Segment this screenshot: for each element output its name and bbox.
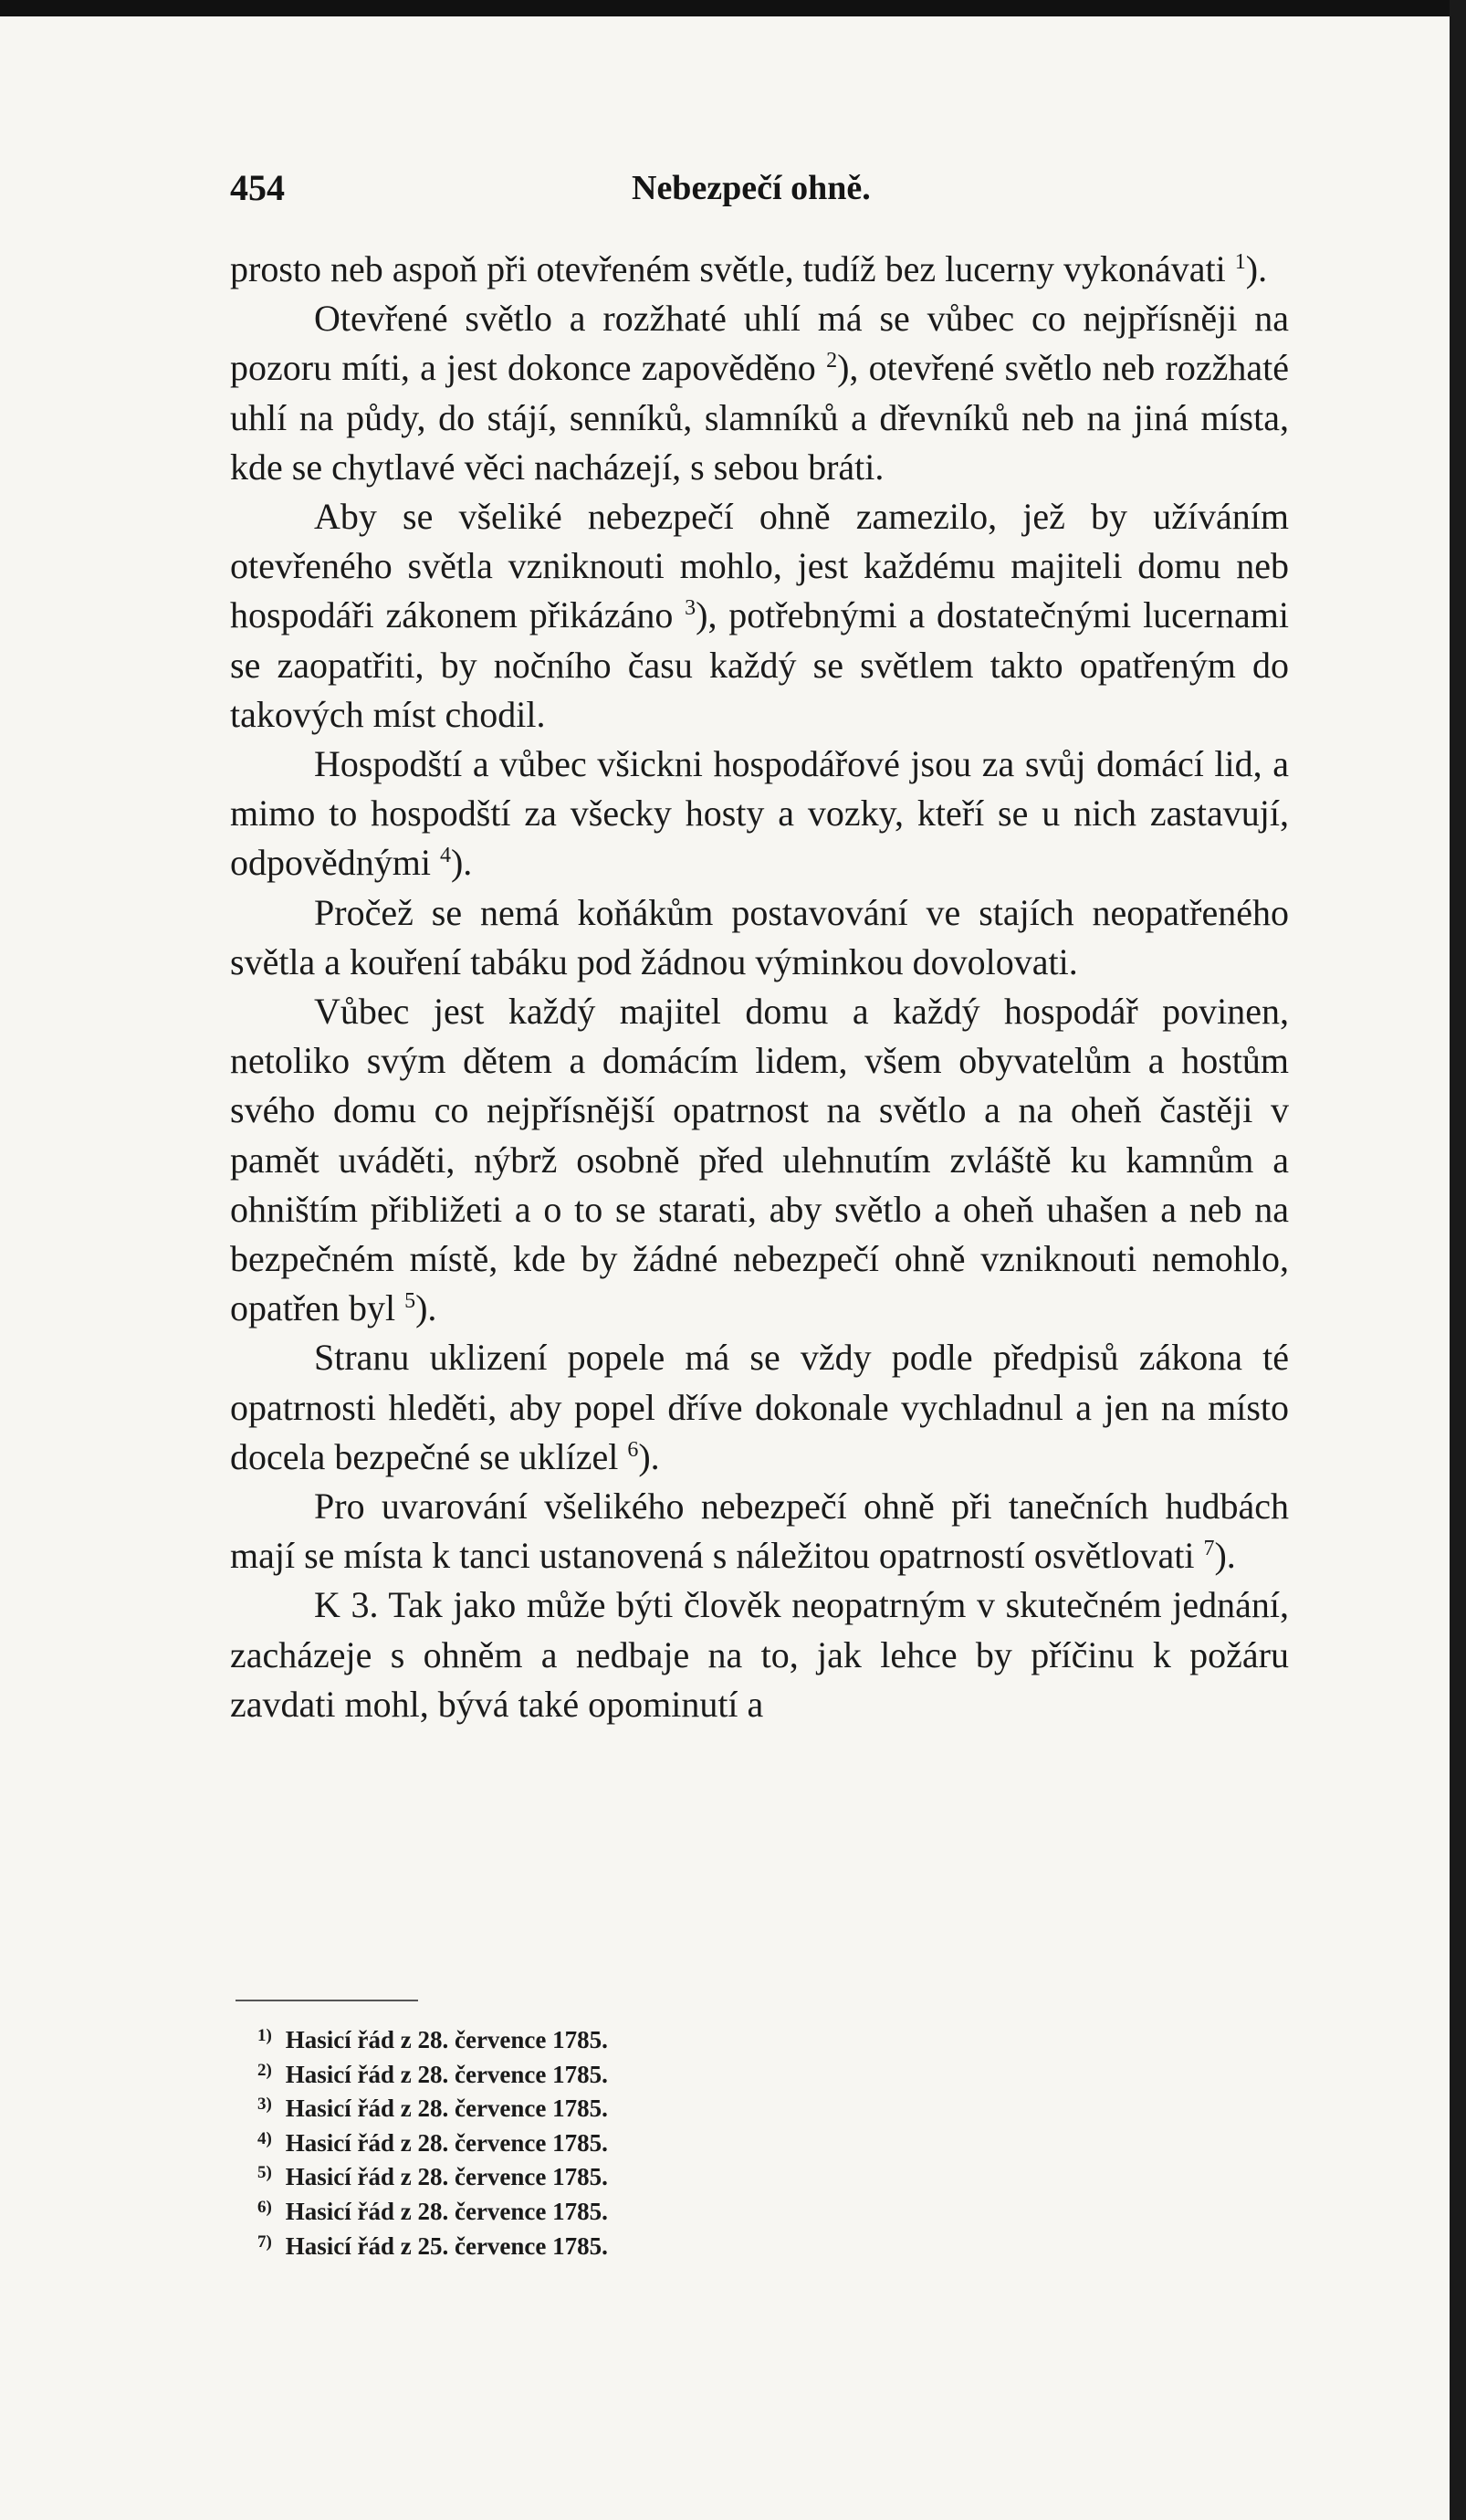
paragraph-8: Pro uvarování všelikého nebezpečí ohně při tanečních hudbách mají se místa k tanci ustanovená s náležitou opatrností osvětlovati $^7$). — [230, 1486, 1289, 1577]
footnote-ref: 2 — [826, 349, 838, 373]
footnote-ref: 3 — [685, 596, 696, 621]
paragraph-7: Stranu uklizení popele má se vždy podle předpisů zákona té opatrnosti hleděti, aby popel dříve dokonale vychladnul a jen na místo docela bezpečné se uklízel $^6$). — [230, 1337, 1289, 1477]
paragraph-2: Otevřené světlo a rozžhaté uhlí má se vůbec co nejpřísněji na pozoru míti, a jest dokonce zapověděno $^2$), otevřené světlo neb rozžhaté uhlí na půdy, do stájí, senníků, slamníků a dřevníků neb na jiná místa, kde se chytlavé věci nacházejí, s sebou bráti. — [230, 298, 1289, 488]
paragraph-9: K 3. Tak jako může býti člověk neopatrným v skutečném jednání, zacházeje s ohněm a nedbaje na to, jak lehce by příčinu k požáru zavdati mohl, bývá také opominutí a — [230, 1584, 1289, 1725]
footnote: 7) Hasicí řád z 25. července 1785. — [257, 2231, 608, 2260]
footnote-divider — [236, 2000, 418, 2001]
paragraph-4: Hospodští a vůbec všickni hospodářové jsou za svůj domácí lid, a mimo to hospodští za všecky hosty a vozky, kteří se u nich zastavují, odpovědnými $^4$). — [230, 743, 1289, 884]
footnote-ref: 6 — [627, 1437, 639, 1462]
page-number: 454 — [230, 167, 285, 208]
footnote: 4) Hasicí řád z 28. července 1785. — [257, 2128, 608, 2157]
footnote: 2) Hasicí řád z 28. července 1785. — [257, 2060, 608, 2088]
footnote-ref: 5 — [404, 1289, 416, 1314]
footnote: 1) Hasicí řád z 28. července 1785. — [257, 2026, 608, 2053]
paragraph-3: Aby se všeliké nebezpečí ohně zamezilo, jež by užíváním otevřeného světla vzniknouti mohlo, jest každému majiteli domu neb hospodáři zákonem přikázáno $^3$), potřebnými a dostatečnými lucernami se zaopatřiti, by nočního času každý se světlem takto opatřeným do takových míst chodil. — [230, 496, 1289, 735]
footnote: 6) Hasicí řád z 28. července 1785. — [257, 2197, 608, 2225]
body-text — [230, 245, 1289, 1729]
paragraph-6: Vůbec jest každý majitel domu a každý hospodář povinen, netoliko svým dětem a domácím lidem, všem obyvatelům a hostům svého domu co nejpřísnější opatrnost na světlo a na oheň častěji v pamět uváděti, nýbrž osobně před ulehnutím zvláště ku kamnům a ohništím přibližeti a o to se starati, aby světlo a oheň uhašen a neb na bezpečném místě, kde by žádné nebezpečí ohně vzniknouti nemohlo, opatřen byl $^5$). — [230, 991, 1289, 1329]
footnotes — [257, 2023, 988, 2263]
running-title: Nebezpečí ohně. — [632, 169, 871, 207]
footnote: 5) Hasicí řád z 28. července 1785. — [257, 2163, 608, 2191]
scan-border-right — [1450, 0, 1466, 2520]
scan-border-top — [0, 0, 1466, 16]
paragraph-1: prosto neb aspoň při otevřeném světle, tudíž bez lucerny vykonávati $^1$). — [230, 248, 1268, 289]
footnote-ref: 7 — [1203, 1537, 1215, 1561]
footnote: 3) Hasicí řád z 28. července 1785. — [257, 2095, 608, 2123]
page-header — [230, 166, 1289, 212]
footnote-ref: 4 — [439, 844, 451, 868]
footnote-ref: 1 — [1234, 250, 1246, 274]
paragraph-5: Pročež se nemá koňákům postavování ve stajích neopatřeného světla a kouření tabáku pod žádnou výminkou dovolovati. — [230, 891, 1289, 982]
